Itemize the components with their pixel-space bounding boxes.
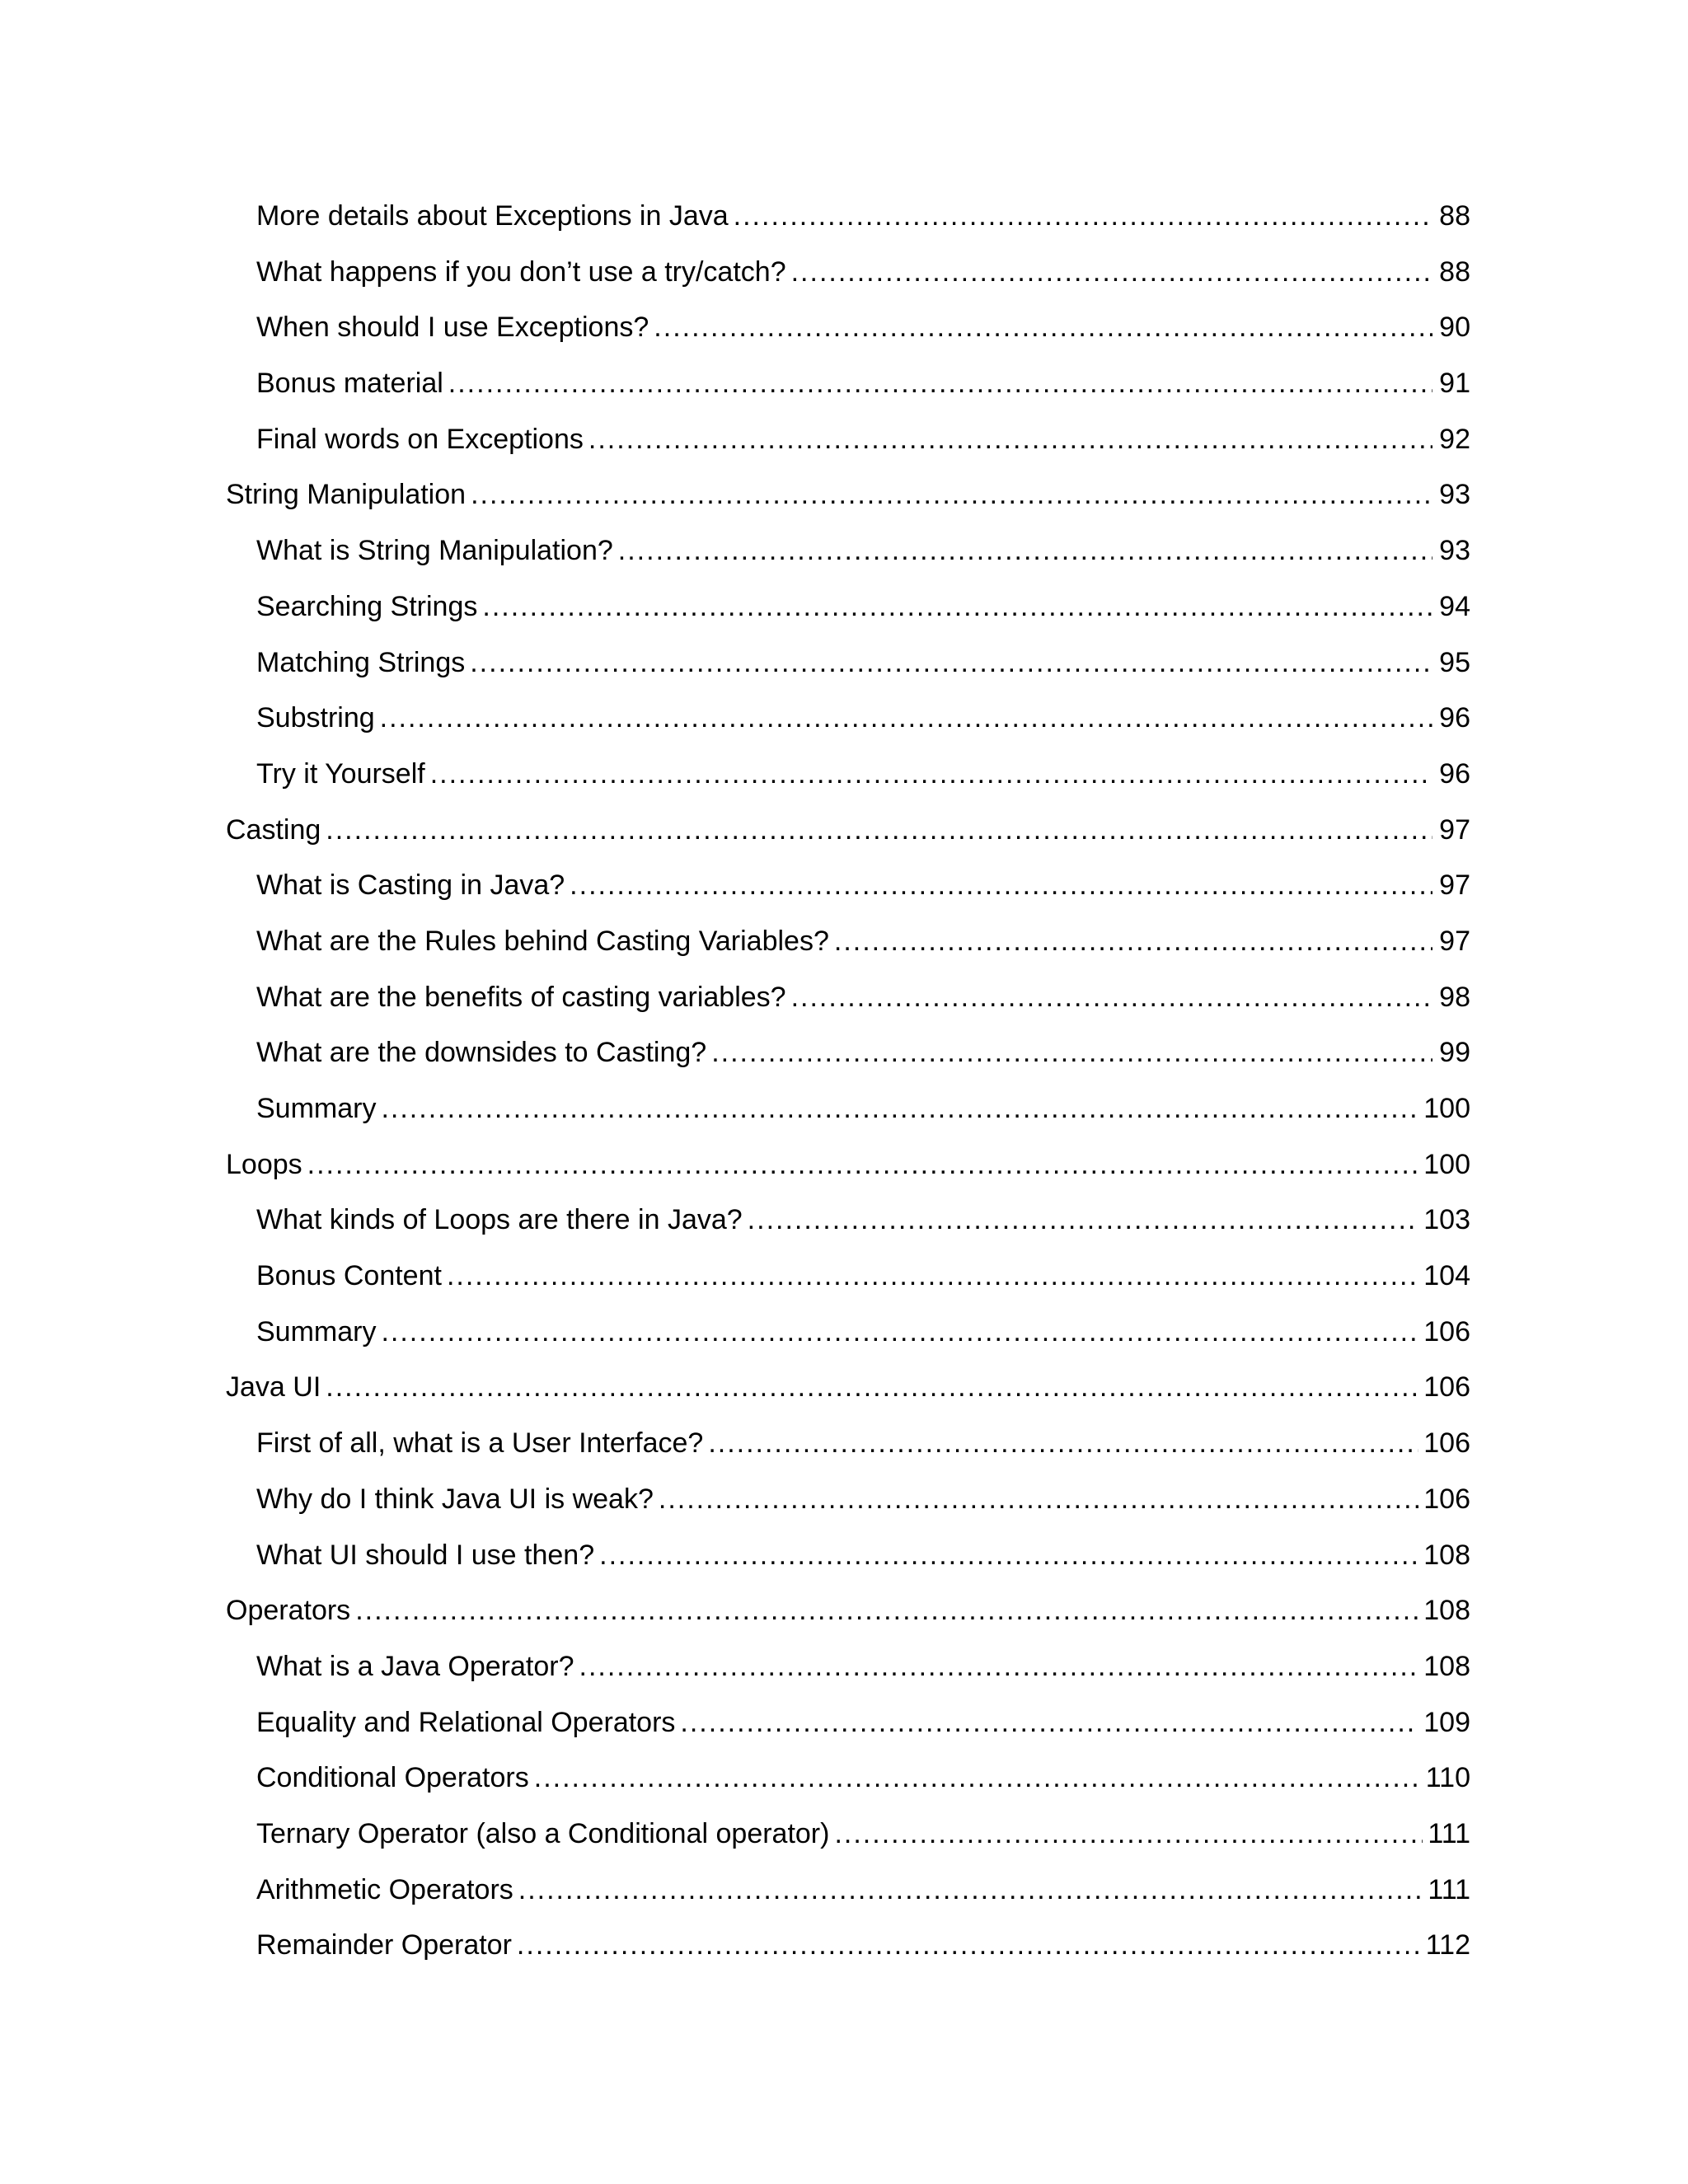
toc-entry-title: Summary <box>256 1093 377 1124</box>
toc-section-entry[interactable] <box>226 304 1470 360</box>
toc-entry-page-number: 106 <box>1423 1483 1470 1515</box>
toc-entry-title: Operators <box>226 1595 351 1627</box>
toc-entry-title: Substring <box>256 702 375 734</box>
toc-section-entry[interactable] <box>226 862 1470 918</box>
toc-entry-title: Arithmetic Operators <box>256 1873 513 1905</box>
toc-entry-page-number: 96 <box>1439 757 1470 790</box>
toc-section-entry[interactable] <box>226 1476 1470 1532</box>
toc-entry-page-number: 94 <box>1439 590 1470 622</box>
toc-entry-page-number: 112 <box>1425 1929 1470 1961</box>
toc-section-entry[interactable] <box>226 1197 1470 1253</box>
toc-dot-leader <box>588 416 1432 462</box>
toc-dot-leader <box>570 862 1432 908</box>
toc-entry-page-number: 96 <box>1439 702 1470 734</box>
toc-entry-page-number: 90 <box>1439 312 1470 344</box>
toc-section-entry[interactable] <box>226 1699 1470 1755</box>
toc-chapter-entry[interactable] <box>226 1364 1470 1420</box>
toc-entry-page-number: 88 <box>1439 200 1470 232</box>
toc-entry-page-number: 93 <box>1439 535 1470 567</box>
toc-dot-leader <box>654 304 1432 350</box>
toc-section-entry[interactable] <box>226 751 1470 807</box>
toc-section-entry[interactable] <box>226 1922 1470 1978</box>
toc-entry-page-number: 110 <box>1425 1762 1470 1794</box>
toc-chapter-entry[interactable] <box>226 471 1470 527</box>
toc-dot-leader <box>482 583 1432 630</box>
toc-entry-title: Remainder Operator <box>256 1929 512 1961</box>
toc-entry-title: What are the Rules behind Casting Variables? <box>256 925 829 957</box>
toc-entry-title: What kinds of Loops are there in Java? <box>256 1204 743 1236</box>
toc-entry-title: Loops <box>226 1148 302 1180</box>
toc-dot-leader <box>708 1420 1418 1466</box>
toc-entry-page-number: 108 <box>1423 1539 1470 1571</box>
toc-section-entry[interactable] <box>226 360 1470 416</box>
toc-entry-page-number: 97 <box>1439 925 1470 957</box>
toc-entry-page-number: 99 <box>1439 1037 1470 1069</box>
toc-entry-title: When should I use Exceptions? <box>256 312 649 344</box>
toc-section-entry[interactable] <box>226 527 1470 583</box>
toc-dot-leader <box>734 193 1432 239</box>
toc-dot-leader <box>326 1364 1418 1410</box>
toc-dot-leader <box>534 1755 1421 1801</box>
toc-entry-page-number: 100 <box>1423 1093 1470 1124</box>
toc-entry-page-number: 88 <box>1439 255 1470 288</box>
toc-entry-title: What is a Java Operator? <box>256 1650 574 1682</box>
toc-entry-page-number: 97 <box>1439 869 1470 902</box>
toc-dot-leader <box>326 807 1432 853</box>
toc-dot-leader <box>711 1029 1432 1076</box>
toc-dot-leader <box>517 1922 1421 1968</box>
toc-entry-page-number: 106 <box>1423 1315 1470 1347</box>
toc-chapter-entry[interactable] <box>226 807 1470 863</box>
toc-section-entry[interactable] <box>226 1029 1470 1085</box>
toc-dot-leader <box>518 1867 1423 1913</box>
table-of-contents <box>226 193 1470 1978</box>
toc-dot-leader <box>791 974 1432 1020</box>
toc-entry-page-number: 100 <box>1423 1148 1470 1180</box>
toc-entry-title: First of all, what is a User Interface? <box>256 1427 704 1460</box>
toc-section-entry[interactable] <box>226 1811 1470 1867</box>
toc-section-entry[interactable] <box>226 640 1470 696</box>
toc-dot-leader <box>834 918 1432 964</box>
toc-entry-title: Matching Strings <box>256 646 466 678</box>
toc-section-entry[interactable] <box>226 1755 1470 1811</box>
toc-entry-title: Try it Yourself <box>256 757 425 790</box>
toc-entry-title: Java UI <box>226 1371 321 1404</box>
toc-entry-title: Casting <box>226 813 321 846</box>
toc-entry-title: What is String Manipulation? <box>256 535 613 567</box>
toc-entry-title: Conditional Operators <box>256 1762 529 1794</box>
toc-entry-title: String Manipulation <box>226 479 467 511</box>
toc-entry-page-number: 104 <box>1423 1260 1470 1292</box>
toc-section-entry[interactable] <box>226 974 1470 1030</box>
toc-dot-leader <box>471 471 1432 518</box>
toc-dot-leader <box>307 1141 1419 1188</box>
toc-entry-title: Equality and Relational Operators <box>256 1706 676 1738</box>
toc-entry-title: Summary <box>256 1315 377 1347</box>
toc-section-entry[interactable] <box>226 1867 1470 1923</box>
toc-entry-page-number: 109 <box>1423 1706 1470 1738</box>
toc-entry-title: Ternary Operator (also a Conditional operator) <box>256 1817 830 1849</box>
toc-section-entry[interactable] <box>226 1643 1470 1699</box>
toc-dot-leader <box>355 1587 1418 1633</box>
toc-entry-title: Bonus Content <box>256 1260 442 1292</box>
toc-dot-leader <box>680 1699 1418 1746</box>
toc-section-entry[interactable] <box>226 1532 1470 1588</box>
toc-dot-leader <box>791 249 1432 295</box>
toc-entry-page-number: 111 <box>1428 1817 1470 1849</box>
toc-dot-leader <box>381 1085 1418 1132</box>
toc-entry-page-number: 92 <box>1439 423 1470 455</box>
toc-entry-title: What are the benefits of casting variables? <box>256 981 786 1013</box>
toc-dot-leader <box>579 1643 1419 1690</box>
toc-entry-title: Bonus material <box>256 368 443 400</box>
toc-entry-page-number: 106 <box>1423 1371 1470 1404</box>
toc-dot-leader <box>470 640 1432 686</box>
toc-section-entry[interactable] <box>226 193 1470 249</box>
toc-entry-title: What are the downsides to Casting? <box>256 1037 707 1069</box>
toc-entry-page-number: 95 <box>1439 646 1470 678</box>
toc-entry-title: More details about Exceptions in Java <box>256 200 729 232</box>
toc-dot-leader <box>448 360 1432 406</box>
toc-section-entry[interactable] <box>226 1085 1470 1141</box>
toc-entry-title: Searching Strings <box>256 590 478 622</box>
toc-entry-page-number: 108 <box>1423 1650 1470 1682</box>
toc-entry-page-number: 98 <box>1439 981 1470 1013</box>
toc-entry-page-number: 111 <box>1428 1873 1470 1905</box>
toc-section-entry[interactable] <box>226 416 1470 472</box>
toc-dot-leader <box>447 1253 1418 1299</box>
toc-section-entry[interactable] <box>226 1420 1470 1476</box>
toc-dot-leader <box>748 1197 1419 1243</box>
toc-dot-leader <box>381 1309 1418 1355</box>
toc-entry-page-number: 97 <box>1439 813 1470 846</box>
toc-entry-page-number: 103 <box>1423 1204 1470 1236</box>
toc-chapter-entry[interactable] <box>226 1141 1470 1197</box>
toc-dot-leader <box>659 1476 1418 1522</box>
toc-dot-leader <box>380 695 1432 741</box>
toc-section-entry[interactable] <box>226 918 1470 974</box>
toc-chapter-entry[interactable] <box>226 1587 1470 1643</box>
toc-section-entry[interactable] <box>226 695 1470 751</box>
toc-entry-title: What UI should I use then? <box>256 1539 595 1571</box>
toc-entry-title: Final words on Exceptions <box>256 423 584 455</box>
toc-entry-title: Why do I think Java UI is weak? <box>256 1483 654 1515</box>
toc-dot-leader <box>430 751 1432 797</box>
toc-entry-page-number: 91 <box>1439 368 1470 400</box>
toc-dot-leader <box>618 527 1432 574</box>
toc-entry-page-number: 108 <box>1423 1595 1470 1627</box>
toc-section-entry[interactable] <box>226 249 1470 305</box>
toc-section-entry[interactable] <box>226 1253 1470 1309</box>
toc-entry-title: What happens if you don’t use a try/catch? <box>256 255 786 288</box>
toc-dot-leader <box>599 1532 1418 1578</box>
toc-dot-leader <box>834 1811 1423 1857</box>
toc-entry-page-number: 106 <box>1423 1427 1470 1460</box>
toc-entry-page-number: 93 <box>1439 479 1470 511</box>
toc-section-entry[interactable] <box>226 1309 1470 1365</box>
toc-entry-title: What is Casting in Java? <box>256 869 565 902</box>
toc-section-entry[interactable] <box>226 583 1470 640</box>
